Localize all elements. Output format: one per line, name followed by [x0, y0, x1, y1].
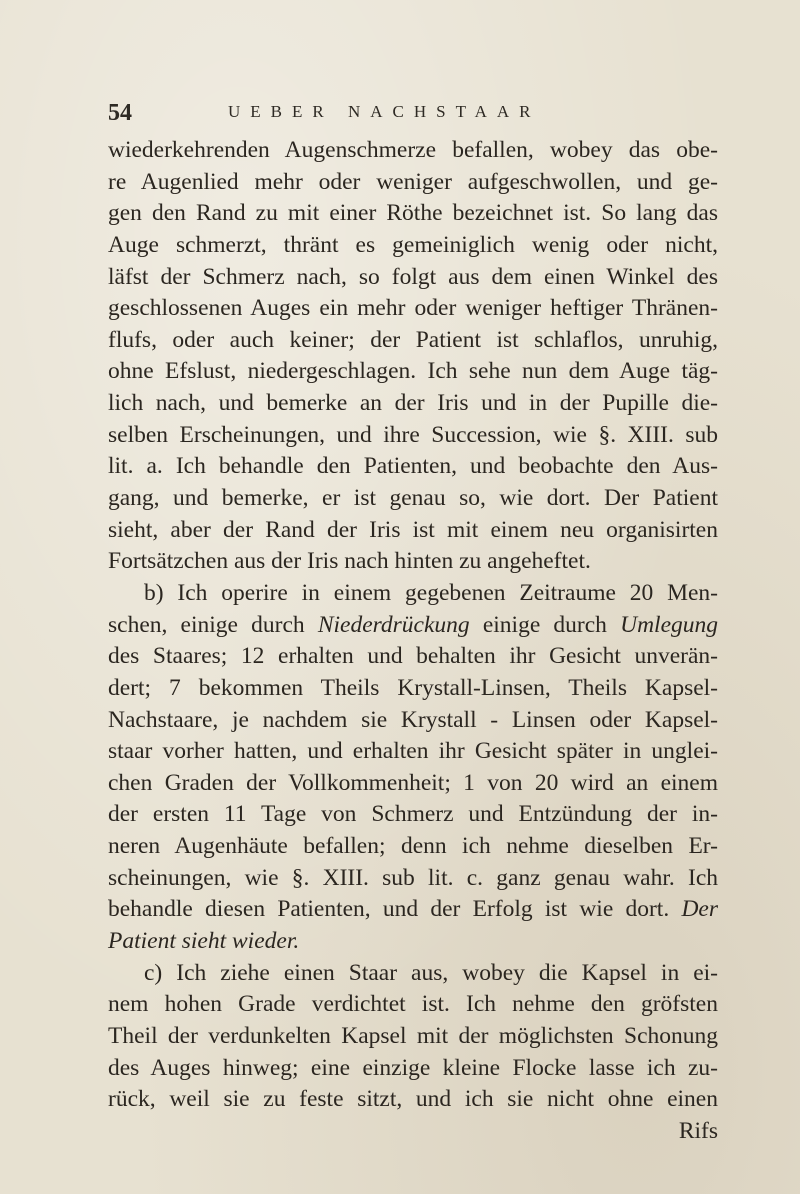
catchword: Rifs [678, 1117, 718, 1144]
italic-term: Der [681, 896, 718, 923]
text-line: dert; 7 bekommen Theils Krystall-Linsen, Theils Kapsel- [108, 674, 718, 701]
text-line: chen Graden der Vollkommenheit; 1 von 20 wird an einem [108, 769, 718, 796]
text-line: Theil der verdunkelten Kapsel mit der möglichsten Schonung [108, 1022, 718, 1049]
italic-term: Umlegung [620, 611, 718, 638]
text-line: Nachstaare, je nachdem sie Krystall - Linsen oder Kapsel- [108, 706, 718, 733]
page-number: 54 [108, 100, 132, 126]
text-line: staar vorher hatten, und erhalten ihr Gesicht später in unglei- [108, 738, 718, 765]
text-line: nem hohen Grade verdichtet ist. Ich nehme den gröfsten [108, 991, 718, 1018]
text-line: des Auges hinweg; eine einzige kleine Flocke lasse ich zu- [108, 1054, 718, 1081]
text-line: c) Ich ziehe einen Staar aus, wobey die Kapsel in ei- [144, 959, 718, 986]
italic-term: Niederdrückung [317, 611, 470, 638]
text-line: läfst der Schmerz nach, so folgt aus dem einen Winkel des [108, 263, 718, 290]
text-line: gen den Rand zu mit einer Röthe bezeichnet ist. So lang das [108, 200, 718, 227]
text-line: gang, und bemerke, er ist genau so, wie dort. Der Patient [108, 485, 718, 512]
text-line: lit. a. Ich behandle den Patienten, und beobachte den Aus- [108, 453, 718, 480]
text-segment: einige durch [482, 611, 607, 638]
text-segment: schen, einige durch [108, 611, 305, 638]
text-line: der ersten 11 Tage von Schmerz und Entzündung der in- [108, 801, 718, 828]
text-line: neren Augenhäute befallen; denn ich nehme dieselben Er- [108, 833, 718, 860]
text-line: lich nach, und bemerke an der Iris und in der Pupille die- [108, 390, 718, 417]
running-head: UEBER NACHSTAAR [228, 102, 541, 121]
body-text [108, 135, 718, 1148]
text-line: Auge schmerzt, thränt es gemeiniglich wenig oder nicht, [108, 231, 718, 258]
text-line: b) Ich operire in einem gegebenen Zeitraume 20 Men- [144, 579, 718, 606]
text-segment: behandle diesen Patienten, und der Erfolg ist wie dort. [108, 896, 670, 923]
text-line [108, 926, 718, 958]
text-line: ohne Efslust, niedergeschlagen. Ich sehe nun dem Auge täg- [108, 358, 718, 385]
text-line: des Staares; 12 erhalten und behalten ihr Gesicht unverän- [108, 643, 718, 670]
text-line: flufs, oder auch keiner; der Patient ist schlaflos, unruhig, [108, 326, 718, 353]
text-line: wiederkehrenden Augenschmerze befallen, wobey das obe- [108, 137, 718, 163]
text-line: Fortsätzchen aus der Iris nach hinten zu angeheftet. [108, 548, 591, 575]
text-line: sieht, aber der Rand der Iris ist mit einem neu organisirten [108, 516, 718, 543]
text-line-mixed [108, 610, 718, 642]
text-line: scheinungen, wie §. XIII. sub lit. c. ganz genau wahr. Ich [108, 864, 718, 891]
text-line: geschlossenen Auges ein mehr oder weniger heftiger Thränen- [108, 295, 718, 322]
page-header [108, 100, 708, 130]
text-line: rück, weil sie zu feste sitzt, und ich sie nicht ohne einen [108, 1086, 718, 1113]
text-line: re Augenlied mehr oder weniger aufgeschwollen, und ge- [108, 168, 718, 195]
italic-term: Patient sieht wieder. [108, 928, 300, 955]
text-line-mixed [108, 894, 718, 926]
text-line: selben Erscheinungen, und ihre Succession, wie §. XIII. sub [108, 421, 718, 448]
